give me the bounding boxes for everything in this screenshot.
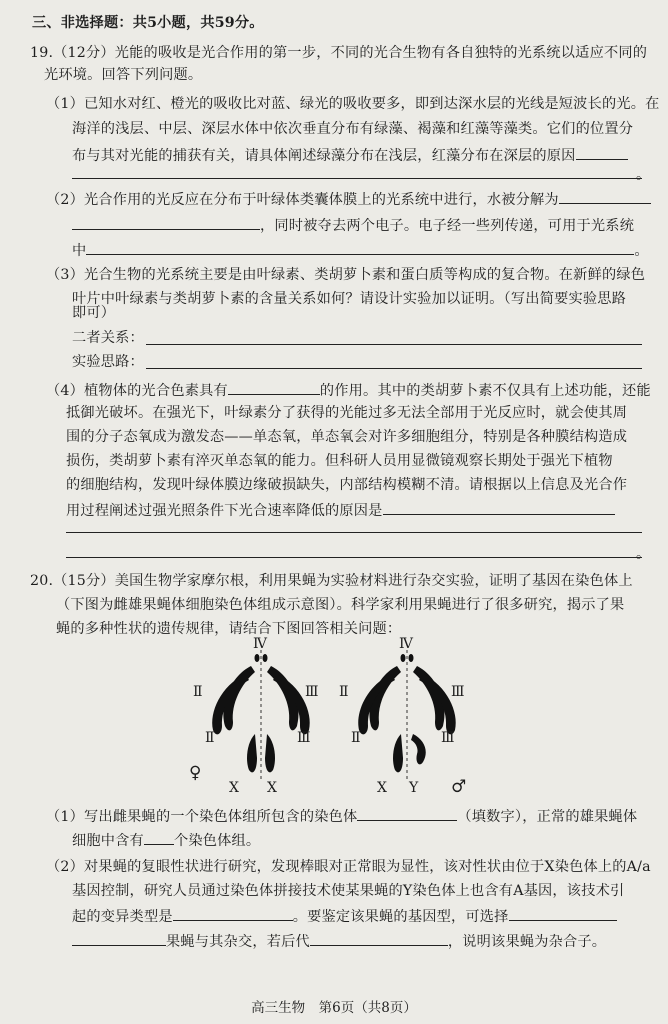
label-iv-male: Ⅳ <box>399 636 413 652</box>
q19-part4-line1: （4）植物体的光合色素具有 的作用。其中的类胡萝卜素不仅具有上述功能，还能 <box>46 380 651 400</box>
q19-part4-line4: 损伤，类胡萝卜素有淬灭单态氧的能力。但科研人员用显微镜观察长期处于强光下植物 <box>66 453 613 469</box>
period: 。 <box>636 546 651 562</box>
chromosome-iv <box>255 654 260 662</box>
answer-line[interactable] <box>72 178 642 179</box>
q19-part2-line2: ，同时被夺去两个电子。电子经一些列传递，可用于光系统 <box>72 215 634 235</box>
chromosome-diagram <box>185 630 485 800</box>
label-iii-male: Ⅲ <box>451 684 465 700</box>
male-symbol: ♂ <box>451 777 467 797</box>
label-iii-female-lower: Ⅲ <box>297 730 311 746</box>
q19-part4-line3: 围的分子态氧成为激发态——单态氧，单态氧会对许多细胞组分，特别是各种膜结构造成 <box>66 429 628 445</box>
q19-part4-line5: 的细胞结构，发现叶绿体膜边缘破损缺失，内部结构模糊不清。请根据以上信息及光合作 <box>66 477 628 493</box>
answer-blank[interactable] <box>86 240 634 255</box>
answer-blank[interactable] <box>72 931 166 946</box>
q20-part2-line4: 果蝇与其杂交，若后代 ，说明该果蝇为杂合子。 <box>72 931 606 951</box>
label-ii-female-lower: Ⅱ <box>205 730 215 746</box>
label-female-x1: X <box>229 780 239 796</box>
answer-line[interactable] <box>66 557 642 558</box>
relation-answer-line[interactable] <box>146 344 642 345</box>
answer-blank[interactable] <box>310 931 448 946</box>
answer-blank[interactable] <box>576 145 628 160</box>
q19-part3-line3: 即可） <box>72 305 116 321</box>
q19-idea-label: 实验思路： <box>72 354 144 370</box>
label-male-y: Y <box>409 780 419 796</box>
label-ii-male-lower: Ⅱ <box>351 730 361 746</box>
answer-line[interactable] <box>66 532 642 533</box>
q20-part2-line1: （2）对果蝇的复眼性状进行研究，发现棒眼对正常眼为显性，该对性状由位于X染色体上的A/a <box>46 859 651 875</box>
q19-part1-line2: 海洋的浅层、中层、深层水体中依次垂直分布有绿藻、褐藻和红藻等藻类。它们的位置分 <box>72 121 634 137</box>
answer-blank[interactable] <box>383 500 615 515</box>
q20-part2-line2: 基因控制，研究人员通过染色体拼接技术使某果蝇的Y染色体上也含有A基因，该技术引 <box>72 883 625 899</box>
q19-intro-line2: 光环境。回答下列问题。 <box>44 67 203 83</box>
female-karyotype <box>212 650 310 780</box>
label-ii-female: Ⅱ <box>193 684 203 700</box>
chromosome-x <box>247 734 257 772</box>
answer-blank[interactable] <box>357 806 457 821</box>
q19-part1-line3: 布与其对光能的捕获有关，请具体阐述绿藻分布在浅层，红藻分布在深层的原因 <box>72 145 628 165</box>
answer-blank[interactable] <box>173 906 293 921</box>
male-karyotype <box>358 650 456 780</box>
q20-part1-line1: （1）写出雌果蝇的一个染色体组所包含的染色体 （填数字），正常的雄果蝇体 <box>46 806 637 826</box>
answer-blank[interactable] <box>559 189 651 204</box>
label-male-x: X <box>377 780 387 796</box>
q19-part3-line1: （3）光合生物的光系统主要是由叶绿素、类胡萝卜素和蛋白质等构成的复合物。在新鲜的绿色 <box>46 267 646 283</box>
chromosome-x <box>265 734 275 772</box>
idea-answer-line[interactable] <box>146 368 642 369</box>
answer-blank[interactable] <box>228 380 320 395</box>
chromosome-iv <box>401 654 406 662</box>
page-footer: 高三生物 第6页（共8页） <box>251 1000 417 1016</box>
q20-intro-line3: 蝇的多种性状的遗传规律，请结合下图回答相关问题： <box>56 621 402 637</box>
chromosome-figure <box>185 630 485 800</box>
label-iii-female: Ⅲ <box>305 684 319 700</box>
label-ii-male: Ⅱ <box>339 684 349 700</box>
q19-relation-label: 二者关系： <box>72 330 144 346</box>
period: 。 <box>636 167 651 183</box>
q20-intro-line2: （下图为雌雄果蝇体细胞染色体组成示意图）。科学家利用果蝇进行了很多研究，揭示了果 <box>56 597 625 613</box>
chromosome-iv <box>263 654 268 662</box>
label-iv-female: Ⅳ <box>253 636 267 652</box>
chromosome-iv <box>409 654 414 662</box>
q19-part1-line1: （1）已知水对红、橙光的吸收比对蓝、绿光的吸收要多，即到达深水层的光线是短波长的光。在 <box>46 96 660 112</box>
q19-intro-line1: 19.（12分）光能的吸收是光合作用的第一步，不同的光合生物有各自独特的光系统以适应不同的 <box>30 45 648 61</box>
q19-part4-line2: 抵御光破坏。在强光下，叶绿素分了获得的光能过多无法全部用于光反应时，就会使其周 <box>66 405 628 421</box>
female-symbol: ♀ <box>189 763 202 783</box>
answer-blank[interactable] <box>72 215 260 230</box>
q19-part2-line1: （2）光合作用的光反应在分布于叶绿体类囊体膜上的光系统中进行，水被分解为 <box>46 189 651 209</box>
answer-blank[interactable] <box>144 830 174 845</box>
answer-blank[interactable] <box>509 906 617 921</box>
q20-part2-line3: 起的变异类型是 。要鉴定该果蝇的基因型，可选择 <box>72 906 617 926</box>
label-iii-male-lower: Ⅲ <box>441 730 455 746</box>
chromosome-y <box>411 734 426 764</box>
q19-part3-line2: 叶片中叶绿素与类胡萝卜素的含量关系如何？请设计实验加以证明。（写出简要实验思路 <box>72 291 627 307</box>
chromosome-x <box>393 734 403 772</box>
q20-part1-line2: 细胞中含有 个染色体组。 <box>72 830 260 850</box>
label-female-x2: X <box>267 780 277 796</box>
q19-part2-line3: 中 。 <box>72 240 649 260</box>
q19-part4-line6: 用过程阐述过强光照条件下光合速率降低的原因是 <box>66 500 615 520</box>
q20-intro-line1: 20.（15分）美国生物学家摩尔根，利用果蝇为实验材料进行杂交实验，证明了基因在染色体上 <box>30 573 633 589</box>
section-heading: 三、非选择题：共5小题，共59分。 <box>32 15 264 31</box>
